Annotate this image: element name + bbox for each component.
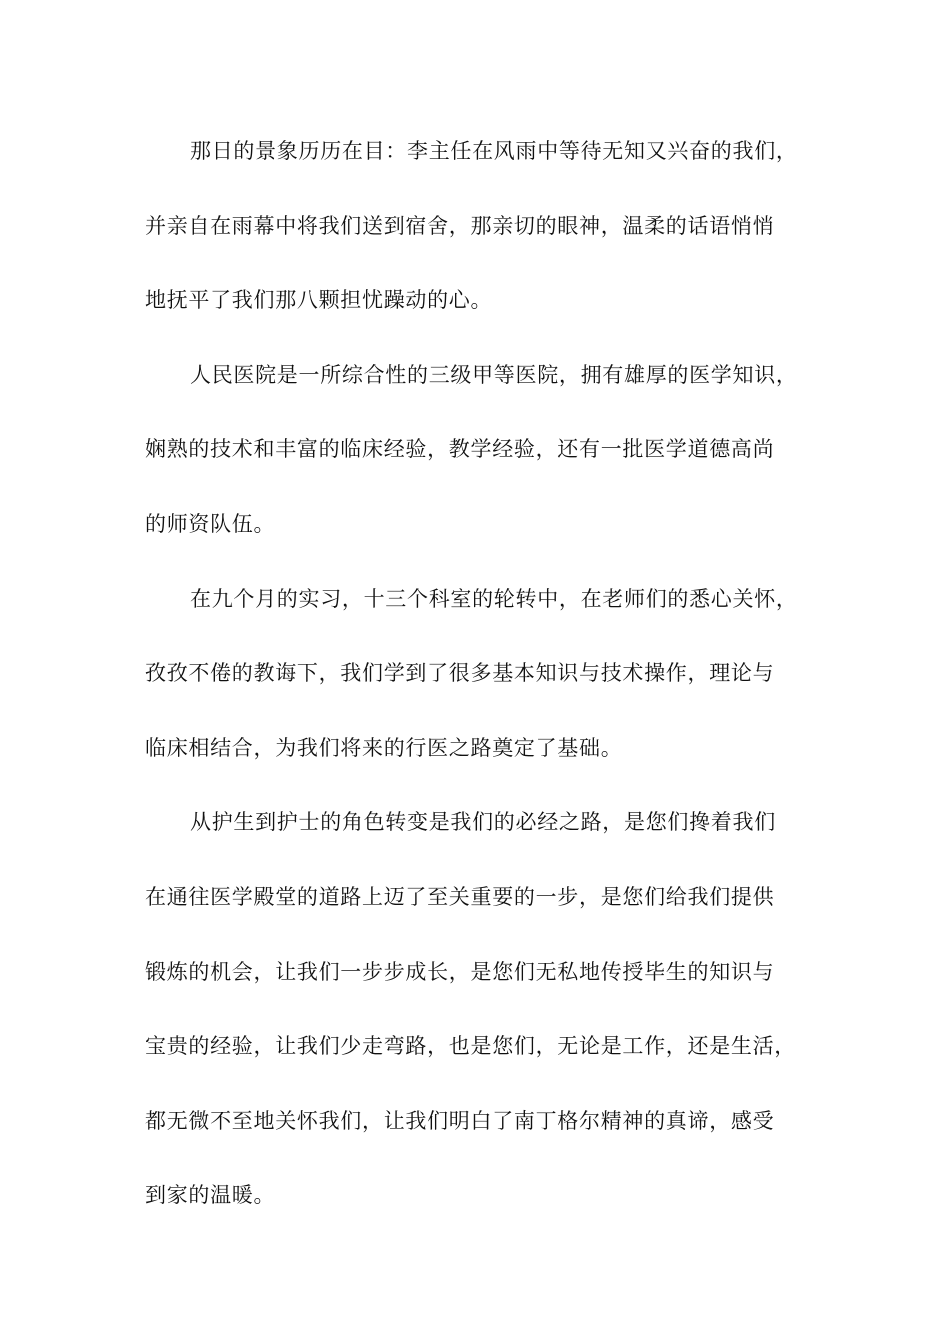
- paragraph-2-line-3: 的师资队伍。: [145, 511, 276, 536]
- paragraph-1-line-1: 那日的景象历历在目：李主任在风雨中等待无知又兴奋的我们，: [190, 139, 798, 163]
- paragraph-4-line-2: 在通往医学殿堂的道路上迈了至关重要的一步，是您们给我们提供: [145, 884, 775, 909]
- paragraph-4-line-6: 到家的温暖。: [145, 1183, 276, 1208]
- paragraph-3-line-1: 在九个月的实习，十三个科室的轮转中，在老师们的悉心关怀，: [190, 586, 798, 611]
- paragraph-3-line-2: 孜孜不倦的教诲下，我们学到了很多基本知识与技术操作，理论与: [145, 661, 775, 686]
- paragraph-4-line-4: 宝贵的经验，让我们少走弯路，也是您们，无论是工作，还是生活，: [145, 1034, 796, 1059]
- paragraph-1-line-2: 并亲自在雨幕中将我们送到宿舍，那亲切的眼神，温柔的话语悄悄: [145, 213, 775, 238]
- paragraph-2-line-1: 人民医院是一所综合性的三级甲等医院，拥有雄厚的医学知识，: [190, 362, 798, 387]
- document-body: [145, 126, 835, 1245]
- paragraph-4-line-1: 从护生到护士的角色转变是我们的必经之路，是您们搀着我们: [190, 810, 776, 835]
- paragraph-1-line-3: 地抚平了我们那八颗担忧躁动的心。: [145, 288, 493, 313]
- paragraph-2-line-2: 娴熟的技术和丰富的临床经验，教学经验，还有一批医学道德高尚: [145, 437, 775, 462]
- paragraph-4-line-5: 都无微不至地关怀我们，让我们明白了南丁格尔精神的真谛，感受: [145, 1108, 775, 1133]
- paragraph-4-line-3: 锻炼的机会，让我们一步步成长，是您们无私地传授毕生的知识与: [145, 959, 775, 984]
- paragraph-3-line-3: 临床相结合，为我们将来的行医之路奠定了基础。: [145, 735, 623, 760]
